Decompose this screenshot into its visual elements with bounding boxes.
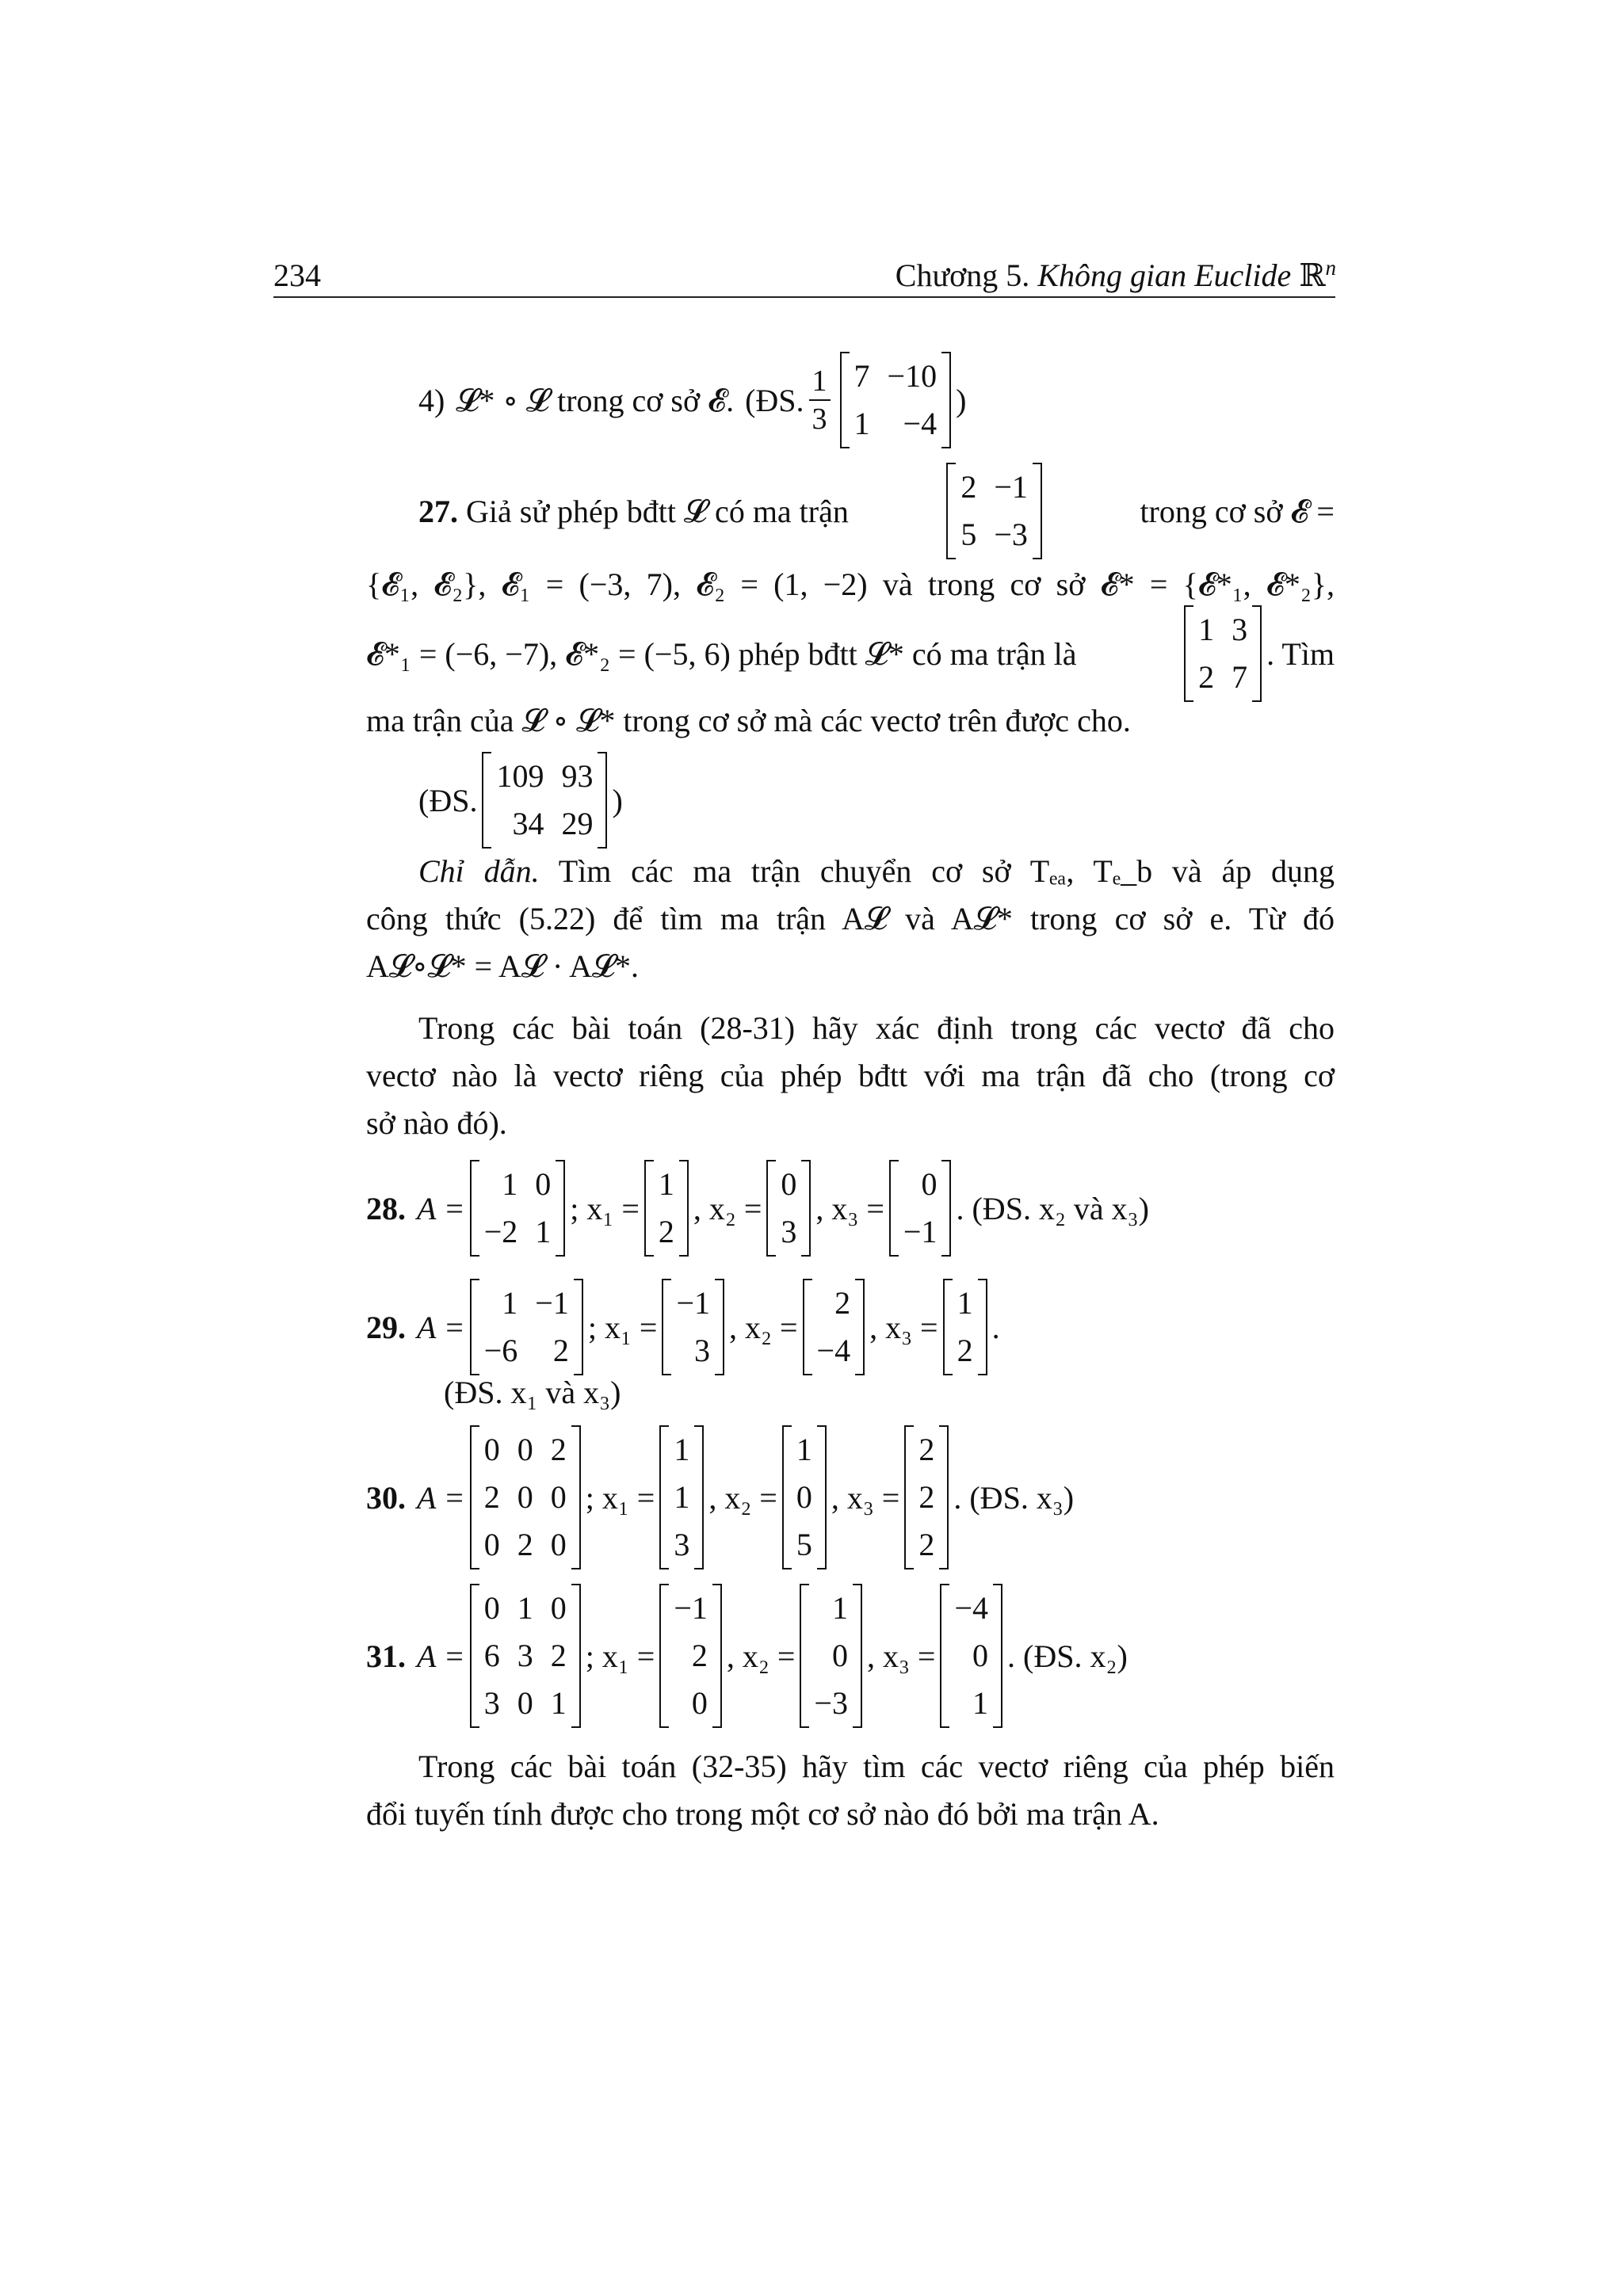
matrix-entry: 1 (502, 1166, 518, 1202)
problem-27-text: trong cơ sở 𝓔 = (1140, 493, 1335, 529)
vector-label: , x₃ = (815, 1190, 884, 1226)
vector-x1 (659, 1584, 722, 1728)
matrix-entry: −10 (887, 358, 938, 394)
vector-entry: 0 (921, 1166, 938, 1202)
vector-x1 (662, 1279, 724, 1375)
chapter-sup: n (1325, 256, 1336, 280)
vector-x1 (659, 1425, 704, 1569)
vector-entry: −4 (954, 1590, 989, 1626)
matrix-entry: 2 (550, 1432, 567, 1467)
vector-entry: 1 (674, 1479, 690, 1515)
item-4 (418, 349, 966, 452)
vector-entry: 3 (694, 1333, 711, 1368)
matrix-entry: 0 (517, 1479, 533, 1515)
answer-open: (ĐS. (418, 782, 478, 818)
chapter-title: Không gian Euclide (1037, 257, 1292, 293)
problem-27-answer (418, 749, 623, 852)
vector-entry: −1 (903, 1214, 938, 1249)
matrix-entry: 7 (854, 358, 870, 394)
matrix-a (470, 1160, 566, 1257)
matrix (946, 463, 1042, 559)
vector-label: ; x₁ = (585, 1479, 655, 1516)
vector-entry: 3 (781, 1214, 797, 1249)
matrix-entry: 3 (1232, 612, 1248, 647)
matrix (482, 752, 607, 849)
matrix-entry: 1 (517, 1590, 533, 1626)
vector-label: , x₃ = (831, 1479, 900, 1516)
problem-27-line-2: {𝓔₁, 𝓔₂}, 𝓔₁ = (−3, 7), 𝓔₂ = (1, −2) và trong cơ sở 𝓔* = {𝓔*₁, 𝓔*₂}, (366, 566, 1335, 602)
matrix-a (470, 1584, 581, 1728)
fraction (809, 363, 831, 437)
vector-x2 (766, 1160, 811, 1257)
hint-line-2: công thức (5.22) để tìm ma trận A𝓛 và A𝓛* trong cơ sở e. Từ đó (366, 901, 1335, 936)
page-number: 234 (273, 257, 321, 293)
vector-label: ; x₁ = (570, 1190, 640, 1226)
problem-27-line-1 (418, 460, 1335, 563)
problem-27-text: Giả sử phép bđtt 𝓛 có ma trận (466, 493, 849, 529)
matrix-entry: 0 (550, 1527, 567, 1562)
vector-entry: 0 (781, 1166, 797, 1202)
matrix-entry: 2 (552, 1333, 569, 1368)
item-4-answer-open: (ĐS. (745, 382, 804, 418)
matrix-entry: −2 (483, 1214, 518, 1249)
hint-text: Tìm các ma trận chuyển cơ sở Tₑₐ, Tₑ_b và áp dụng (558, 853, 1335, 889)
vector-entry: 0 (796, 1479, 812, 1515)
matrix-entry: −3 (994, 517, 1028, 552)
answer: . (ĐS. x₂) (1007, 1638, 1128, 1674)
matrix-entry: 2 (483, 1479, 500, 1515)
vector-entry: 0 (691, 1685, 708, 1721)
item-4-answer-close: ) (956, 382, 967, 418)
matrix-entry: 0 (550, 1479, 567, 1515)
matrix-entry: 1 (854, 406, 870, 441)
problem-30 (366, 1426, 1074, 1569)
vector-entry: 0 (831, 1638, 848, 1673)
hint-line-3: A𝓛∘𝓛* = A𝓛 · A𝓛*. (366, 948, 640, 984)
vector-entry: 5 (796, 1527, 812, 1562)
chapter-symbol: ℝ (1299, 257, 1326, 294)
problem-27-line-3 (366, 602, 1335, 705)
matrix-entry: 1 (535, 1214, 552, 1249)
vector-entry: 1 (831, 1590, 848, 1626)
problem-31 (366, 1585, 1128, 1727)
vector-entry: −1 (676, 1285, 711, 1321)
problem-29 (366, 1276, 1000, 1379)
matrix (1184, 605, 1262, 702)
matrix-entry: 1 (1198, 612, 1215, 647)
matrix-entry: −4 (903, 406, 938, 441)
matrix-entry: 6 (483, 1638, 500, 1673)
matrix-a (470, 1279, 583, 1375)
fraction-denominator: 3 (812, 402, 827, 436)
matrix-entry: 2 (517, 1527, 533, 1562)
vector-entry: 1 (674, 1432, 690, 1467)
hint-label: Chỉ dẫn. (418, 853, 540, 889)
vector-entry: −4 (816, 1333, 851, 1368)
answer-close: ) (612, 782, 623, 818)
matrix-label: A = (417, 1190, 465, 1226)
matrix-entry: 0 (550, 1590, 567, 1626)
vector-entry: 2 (918, 1479, 935, 1515)
matrix-entry: 1 (550, 1685, 567, 1721)
vector-entry: 1 (972, 1685, 989, 1721)
vector-label: , x₂ = (693, 1190, 762, 1226)
matrix-entry: −6 (483, 1333, 518, 1368)
chapter-prefix: Chương 5. (895, 257, 1030, 293)
matrix-entry: 2 (1198, 659, 1215, 695)
vector-x3 (904, 1425, 949, 1569)
vector-entry: 1 (957, 1285, 973, 1321)
matrix-entry: 93 (561, 758, 594, 794)
fraction-numerator: 1 (809, 363, 831, 401)
vector-label: , x₃ = (869, 1309, 938, 1345)
matrix-entry: 0 (483, 1590, 500, 1626)
sentence-end: . (991, 1309, 1000, 1345)
intro-28-31-line-1: Trong các bài toán (28-31) hãy xác định trong các vectơ đã cho (418, 1010, 1335, 1046)
answer: . (ĐS. x₂ và x₃) (956, 1190, 1149, 1226)
matrix-a (470, 1425, 581, 1569)
matrix-entry: 0 (517, 1685, 533, 1721)
vector-label: , x₃ = (866, 1638, 936, 1674)
vector-label: , x₂ = (729, 1309, 798, 1345)
matrix-entry: 0 (517, 1432, 533, 1467)
matrix-entry: 1 (502, 1285, 518, 1321)
problem-number: 31. (366, 1638, 406, 1674)
vector-entry: 2 (834, 1285, 851, 1321)
vector-x2 (800, 1584, 862, 1728)
intro-28-31-line-3: sở nào đó). (366, 1105, 507, 1141)
header-rule (273, 296, 1335, 298)
vector-label: , x₂ = (726, 1638, 796, 1674)
matrix-entry: 7 (1232, 659, 1248, 695)
problem-number: 29. (366, 1309, 406, 1345)
problem-27-line-4: ma trận của 𝓛 ∘ 𝓛* trong cơ sở mà các vectơ trên được cho. (366, 703, 1131, 738)
intro-32-35-line-1: Trong các bài toán (32-35) hãy tìm các vectơ riêng của phép biến (418, 1749, 1335, 1784)
vector-entry: 3 (674, 1527, 690, 1562)
matrix-entry: 109 (496, 758, 544, 794)
vector-x3 (940, 1584, 1002, 1728)
vector-entry: 0 (972, 1638, 989, 1673)
vector-x2 (803, 1279, 865, 1375)
vector-entry: 2 (691, 1638, 708, 1673)
problem-29-answer: (ĐS. x₁ và x₃) (444, 1375, 621, 1410)
matrix-label: A = (417, 1309, 465, 1345)
vector-x1 (644, 1160, 689, 1257)
matrix-entry: −1 (535, 1285, 569, 1321)
vector-label: ; x₁ = (587, 1309, 658, 1345)
vector-entry: 1 (796, 1432, 812, 1467)
matrix-entry: 3 (517, 1638, 533, 1673)
vector-label: , x₂ = (708, 1479, 777, 1516)
running-header (896, 252, 1336, 299)
matrix-entry: 34 (512, 806, 544, 841)
vector-entry: 2 (658, 1214, 674, 1249)
answer: . (ĐS. x₃) (953, 1479, 1075, 1516)
problem-number: 27. (418, 493, 458, 529)
vector-x3 (889, 1160, 952, 1257)
matrix-entry: 2 (960, 469, 977, 505)
vector-entry: −1 (674, 1590, 708, 1626)
problem-number: 28. (366, 1190, 406, 1226)
item-4-label: 4) (418, 382, 445, 418)
matrix-entry: 29 (561, 806, 594, 841)
item-4-expr: 𝓛* ∘ 𝓛 trong cơ sở 𝓔. (456, 382, 735, 418)
problem-27-text: 𝓔*₁ = (−6, −7), 𝓔*₂ = (−5, 6) phép bđtt 𝓛* có ma trận là (366, 635, 1077, 672)
problem-number: 30. (366, 1479, 406, 1516)
vector-entry: 2 (957, 1333, 973, 1368)
hint-line-1 (418, 848, 1335, 895)
vector-entry: 1 (658, 1166, 674, 1202)
problem-28 (366, 1157, 1149, 1260)
intro-32-35-line-2: đổi tuyến tính được cho trong một cơ sở nào đó bởi ma trận A. (366, 1796, 1159, 1832)
vector-label: ; x₁ = (585, 1638, 655, 1674)
matrix (840, 352, 952, 448)
matrix-entry: 3 (483, 1685, 500, 1721)
vector-entry: −3 (814, 1685, 848, 1721)
matrix-label: A = (417, 1638, 465, 1674)
vector-x3 (943, 1279, 987, 1375)
vector-entry: 2 (918, 1432, 935, 1467)
matrix-entry: 5 (960, 517, 977, 552)
matrix-entry: 0 (483, 1527, 500, 1562)
matrix-entry: −1 (994, 469, 1028, 505)
matrix-entry: 0 (483, 1432, 500, 1467)
matrix-entry: 2 (550, 1638, 567, 1673)
vector-entry: 2 (918, 1527, 935, 1562)
vector-x2 (782, 1425, 827, 1569)
problem-27-text: . Tìm (1266, 635, 1335, 672)
matrix-label: A = (417, 1479, 465, 1516)
matrix-entry: 0 (535, 1166, 552, 1202)
intro-28-31-line-2: vectơ nào là vectơ riêng của phép bđtt với ma trận đã cho (trong cơ (366, 1058, 1335, 1093)
